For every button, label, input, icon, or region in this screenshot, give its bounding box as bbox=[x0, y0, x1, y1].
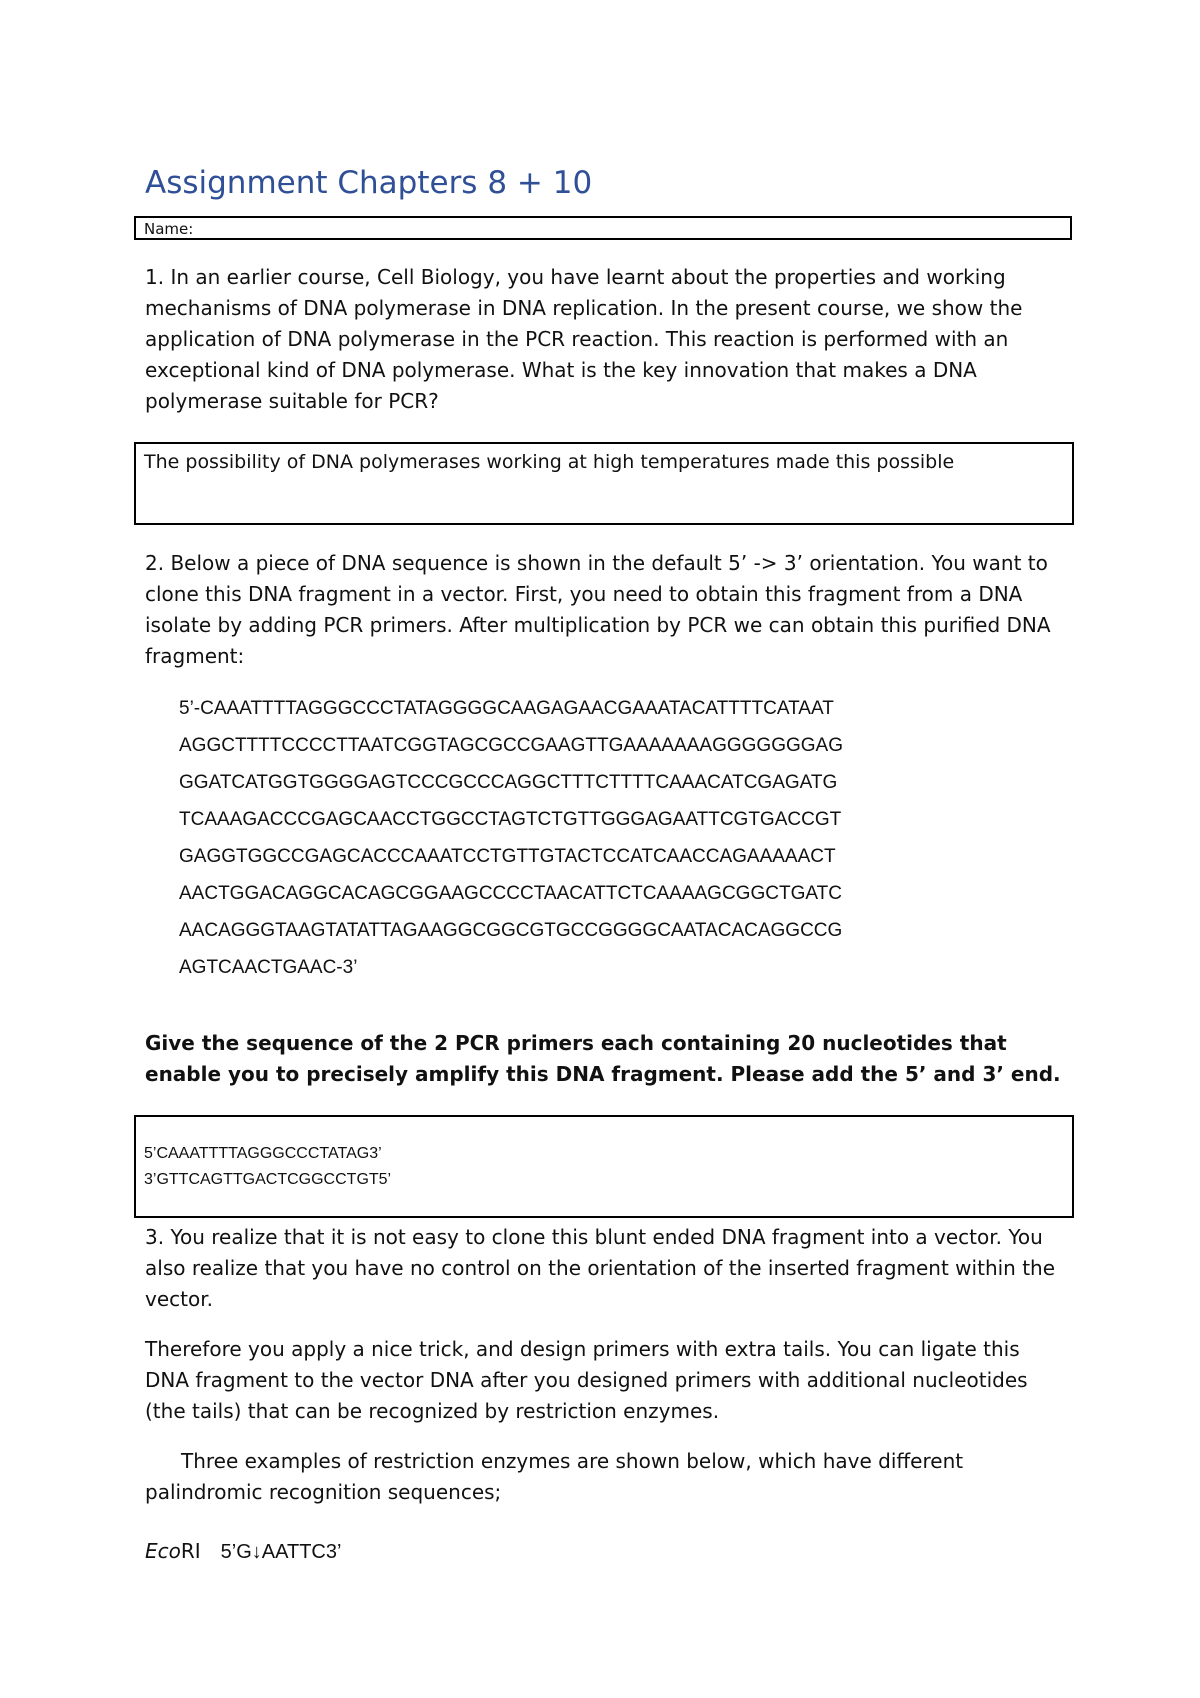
name-label: Name: bbox=[144, 220, 194, 238]
enzyme-name-italic: Eco bbox=[145, 1539, 181, 1563]
sequence-line: AACTGGACAGGCACAGCGGAAGCCCCTAACATTCTCAAAAGCGGCTGATC bbox=[179, 883, 842, 904]
enzyme-ecori bbox=[145, 1536, 341, 1568]
sequence-line: GAGGTGGCCGAGCACCCAAATCCTGTTGTACTCCATCAACCAGAAAAACT bbox=[179, 846, 836, 867]
question-3-text-3: Three examples of restriction enzymes are shown below, which have different palindromic recognition sequences; bbox=[145, 1449, 964, 1504]
page-title: Assignment Chapters 8 + 10 bbox=[145, 165, 593, 201]
primer-instruction: Give the sequence of the 2 PCR primers each containing 20 nucleotides that enable you to precisely amplify this DNA fragment. Please add the 5’ and 3’ end. bbox=[145, 1031, 1061, 1086]
enzyme-site: 5’G↓AATTC3’ bbox=[220, 1541, 342, 1563]
sequence-line: GGATCATGGTGGGGAGTCCCGCCCAGGCTTTCTTTTCAAACATCGAGATG bbox=[179, 772, 838, 793]
question-3-text-2: Therefore you apply a nice trick, and design primers with extra tails. You can ligate this DNA fragment to the vector DNA after you designed primers with additional nucleotides (the tails) that can be recognized by restriction enzymes. bbox=[145, 1337, 1028, 1423]
answer-1-text: The possibility of DNA polymerases working at high temperatures made this possible bbox=[144, 451, 955, 473]
dna-sequence bbox=[179, 690, 843, 986]
name-field[interactable] bbox=[134, 216, 1072, 240]
question-3-text: 3. You realize that it is not easy to clone this blunt ended DNA fragment into a vector. You also realize that you have no control on the orientation of the inserted fragment within the vector. bbox=[145, 1225, 1056, 1311]
enzyme-name-rest: RI bbox=[180, 1539, 201, 1563]
reverse-primer: 3’GTTCAGTTGACTCGGCCTGT5’ bbox=[144, 1171, 392, 1188]
sequence-line: AACAGGGTAAGTATATTAGAAGGCGGCGTGCCGGGGCAATACACAGGCCG bbox=[179, 920, 843, 941]
question-2-text: 2. Below a piece of DNA sequence is shown in the default 5’ -> 3’ orientation. You want to clone this DNA fragment in a vector. First, you need to obtain this fragment from a DNA isolate by adding PCR primers. After multiplication by PCR we can obtain this purified DNA fragment: bbox=[145, 551, 1051, 668]
forward-primer: 5’CAAATTTTAGGGCCCTATAG3’ bbox=[144, 1145, 382, 1162]
sequence-line: 5’-CAAATTTTAGGGCCCTATAGGGGCAAGAGAACGAAATACATTTTCATAAT bbox=[179, 698, 834, 719]
answer-box-2[interactable] bbox=[134, 1115, 1074, 1218]
sequence-line: TCAAAGACCCGAGCAACCTGGCCTAGTCTGTTGGGAGAATTCGTGACCGT bbox=[179, 809, 842, 830]
answer-box-1[interactable] bbox=[134, 442, 1074, 525]
sequence-line: AGGCTTTTCCCCTTAATCGGTAGCGCCGAAGTTGAAAAAAAGGGGGGGAG bbox=[179, 735, 843, 756]
sequence-line: AGTCAACTGAAC-3’ bbox=[179, 957, 358, 978]
question-1-text: 1. In an earlier course, Cell Biology, you have learnt about the properties and working mechanisms of DNA polymerase in DNA replication. In the present course, we show the application of DNA polymerase in the PCR reaction. This reaction is performed with an exceptional kind of DNA polymerase. What is the key innovation that makes a DNA polymerase suitable for PCR? bbox=[145, 265, 1023, 413]
